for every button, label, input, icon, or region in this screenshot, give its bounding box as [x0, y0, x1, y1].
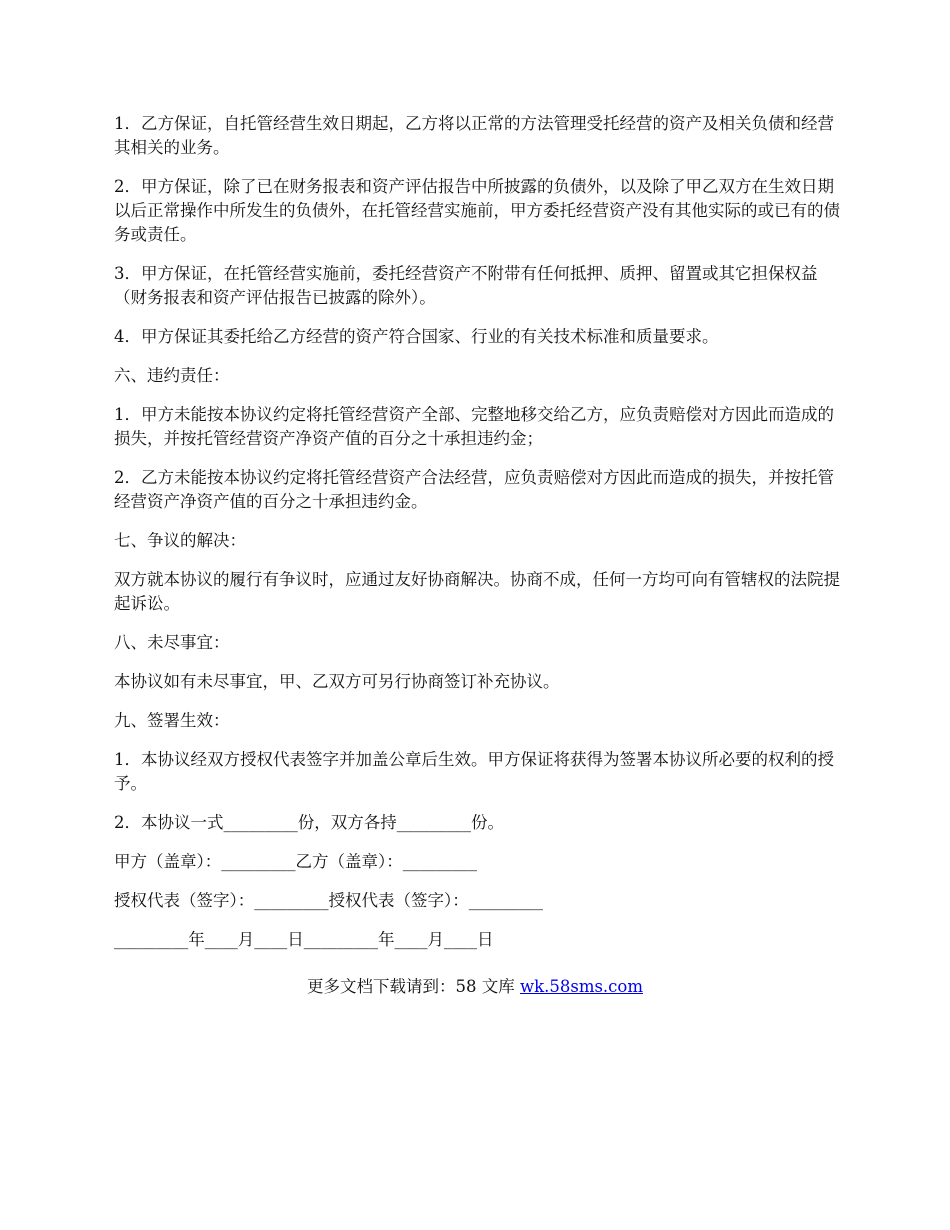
clause-paragraph: 4．甲方保证其委托给乙方经营的资产符合国家、行业的有关技术标准和质量要求。 — [114, 327, 719, 346]
footer-link[interactable]: wk.58sms.com — [519, 977, 643, 996]
clause-paragraph: 双方就本协议的履行有争议时，应通过友好协商解决。协商不成，任何一方均可向有管辖权的法院提起诉讼。 — [114, 570, 840, 613]
clause-paragraph: 1．本协议经双方授权代表签字并加盖公章后生效。甲方保证将获得为签署本协议所必要的权利的授予。 — [114, 750, 834, 793]
clause-paragraph: 2．甲方保证，除了已在财务报表和资产评估报告中所披露的负债外，以及除了甲乙双方在生效日期以后正常操作中所发生的负债外，在托管经营实施前，甲方委托经营资产没有其他实际的或已有的债务或责任。 — [114, 177, 840, 244]
clause-paragraph: 2．乙方未能按本协议约定将托管经营资产合法经营，应负责赔偿对方因此而造成的损失，并按托管经营资产净资产值的百分之十承担违约金。 — [114, 468, 834, 511]
date-line: _________年____月____日_________年____月____日 — [114, 930, 494, 949]
download-footer — [0, 975, 950, 999]
clause-paragraph: 1．乙方保证，自托管经营生效日期起，乙方将以正常的方法管理受托经营的资产及相关负债和经营其相关的业务。 — [114, 114, 834, 157]
section-heading: 七、争议的解决： — [114, 531, 246, 550]
clause-paragraph: 1．甲方未能按本协议约定将托管经营资产全部、完整地移交给乙方，应负责赔偿对方因此而造成的损失，并按托管经营资产净资产值的百分之十承担违约金； — [114, 405, 834, 448]
clause-paragraph: 本协议如有未尽事宜，甲、乙双方可另行协商签订补充协议。 — [114, 672, 560, 691]
signature-line: 授权代表（签字）：_________授权代表（签字）：_________ — [114, 891, 543, 910]
footer-text: 更多文档下载请到：58 文库 — [306, 977, 520, 996]
section-heading: 八、未尽事宜： — [114, 633, 230, 652]
section-heading: 六、违约责任： — [114, 366, 230, 385]
copies-line: 2．本协议一式_________份，双方各持_________份。 — [114, 813, 504, 832]
document-body — [114, 112, 842, 967]
section-heading: 九、签署生效： — [114, 711, 230, 730]
seal-line: 甲方（盖章）：_________乙方（盖章）：_________ — [114, 852, 477, 871]
clause-paragraph: 3．甲方保证，在托管经营实施前，委托经营资产不附带有任何抵押、质押、留置或其它担保权益（财务报表和资产评估报告已披露的除外）。 — [114, 264, 818, 307]
